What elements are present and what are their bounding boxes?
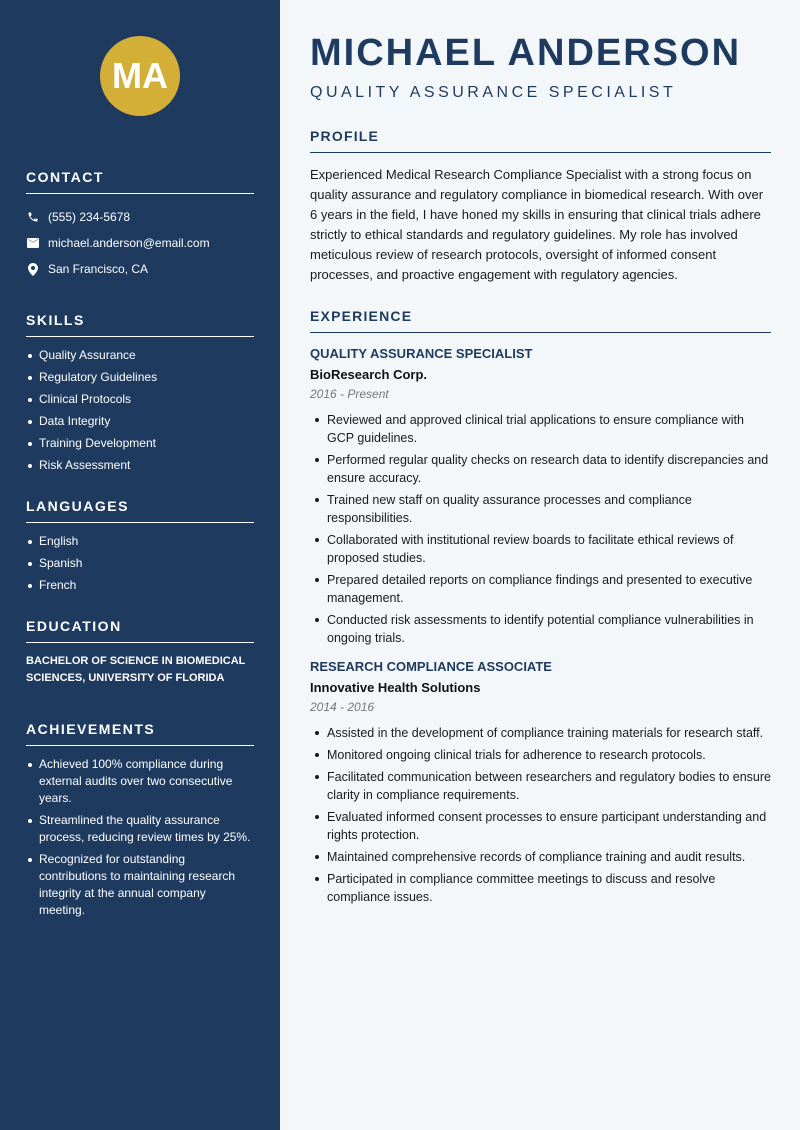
experience-section bbox=[310, 308, 771, 910]
list-item: Participated in compliance committee meetings to discuss and resolve compliance issues. bbox=[327, 870, 771, 906]
main-content bbox=[280, 0, 800, 1130]
profile-section bbox=[310, 128, 771, 285]
avatar bbox=[100, 36, 180, 116]
list-item: Data Integrity bbox=[26, 413, 254, 430]
list-item: Assisted in the development of compliance training materials for research staff. bbox=[327, 724, 771, 742]
list-item: Collaborated with institutional review boards to facilitate ethical reviews of proposed studies. bbox=[327, 531, 771, 567]
profile-text: Experienced Medical Research Compliance Specialist with a strong focus on quality assurance and regulatory compliance in biomedical research. With over 6 years in the field, I have honed my skills in ensuring that clinical trials adhere strictly to ethical standards and regulatory guidelines. My role has involved meticulous review of research protocols, oversight of informed consent processes, and proactive engagement with regulatory agencies. bbox=[310, 167, 764, 282]
job-bullets bbox=[310, 411, 771, 647]
profile-heading: PROFILE bbox=[310, 128, 771, 153]
location-pin-icon bbox=[26, 262, 40, 276]
contact-heading: CONTACT bbox=[26, 169, 254, 194]
education-degree: BACHELOR OF SCIENCE IN BIOMEDICAL SCIENCES, UNIVERSITY OF FLORIDA bbox=[26, 655, 246, 684]
contact-section bbox=[26, 169, 254, 282]
list-item: Prepared detailed reports on compliance findings and presented to executive management. bbox=[327, 571, 771, 607]
job-dates: 2016 - Present bbox=[310, 387, 389, 401]
list-item: Evaluated informed consent processes to ensure participant understanding and rights protection. bbox=[327, 808, 771, 844]
list-item: Trained new staff on quality assurance processes and compliance responsibilities. bbox=[327, 491, 771, 527]
contact-phone bbox=[26, 204, 254, 230]
list-item: French bbox=[26, 577, 254, 594]
job-role: RESEARCH COMPLIANCE ASSOCIATE bbox=[310, 659, 552, 674]
job-dates: 2014 - 2016 bbox=[310, 700, 375, 714]
list-item: Streamlined the quality assurance process, reducing review times by 25%. bbox=[26, 812, 254, 846]
list-item: Quality Assurance bbox=[26, 347, 254, 364]
job-bullets bbox=[310, 724, 771, 906]
list-item: Regulatory Guidelines bbox=[26, 369, 254, 386]
list-item: Maintained comprehensive records of compliance training and audit results. bbox=[327, 848, 771, 866]
phone-text: (555) 234-5678 bbox=[48, 210, 131, 224]
sidebar bbox=[0, 0, 280, 1130]
list-item: Spanish bbox=[26, 555, 254, 572]
list-item: Conducted risk assessments to identify potential compliance vulnerabilities in ongoing trials. bbox=[327, 611, 771, 647]
achievements-list bbox=[26, 756, 254, 919]
list-item: Performed regular quality checks on research data to identify discrepancies and ensure accuracy. bbox=[327, 451, 771, 487]
list-item: Training Development bbox=[26, 435, 254, 452]
skills-section bbox=[26, 312, 254, 474]
achievements-section bbox=[26, 721, 254, 919]
job-company: BioResearch Corp. bbox=[310, 367, 428, 382]
education-heading: EDUCATION bbox=[26, 618, 254, 643]
candidate-title: QUALITY ASSURANCE SPECIALIST bbox=[310, 84, 677, 101]
contact-location bbox=[26, 256, 254, 282]
list-item: Risk Assessment bbox=[26, 457, 254, 474]
skills-list bbox=[26, 347, 254, 474]
list-item: English bbox=[26, 533, 254, 550]
job-company: Innovative Health Solutions bbox=[310, 680, 481, 695]
list-item: Achieved 100% compliance during external audits over two consecutive years. bbox=[26, 756, 254, 807]
education-section bbox=[26, 618, 254, 687]
achievements-heading: ACHIEVEMENTS bbox=[26, 721, 254, 746]
skills-heading: SKILLS bbox=[26, 312, 254, 337]
list-item: Clinical Protocols bbox=[26, 391, 254, 408]
languages-section bbox=[26, 498, 254, 594]
list-item: Reviewed and approved clinical trial applications to ensure compliance with GCP guidelines. bbox=[327, 411, 771, 447]
mail-icon bbox=[26, 236, 40, 250]
phone-icon bbox=[26, 210, 40, 224]
location-text: San Francisco, CA bbox=[48, 262, 149, 276]
languages-list bbox=[26, 533, 254, 594]
job-entry bbox=[310, 346, 771, 647]
job-entry bbox=[310, 659, 771, 906]
avatar-initials: MA bbox=[112, 55, 168, 96]
languages-heading: LANGUAGES bbox=[26, 498, 254, 523]
email-text[interactable]: michael.anderson@email.com bbox=[48, 236, 210, 250]
job-role: QUALITY ASSURANCE SPECIALIST bbox=[310, 346, 533, 361]
experience-heading: EXPERIENCE bbox=[310, 308, 771, 333]
candidate-name: MICHAEL ANDERSON bbox=[310, 32, 742, 74]
list-item: Monitored ongoing clinical trials for adherence to research protocols. bbox=[327, 746, 771, 764]
list-item: Facilitated communication between researchers and regulatory bodies to ensure clarity in compliance requirements. bbox=[327, 770, 771, 802]
list-item: Recognized for outstanding contributions to maintaining research integrity at the annual company meeting. bbox=[26, 851, 254, 919]
contact-email bbox=[26, 230, 254, 256]
